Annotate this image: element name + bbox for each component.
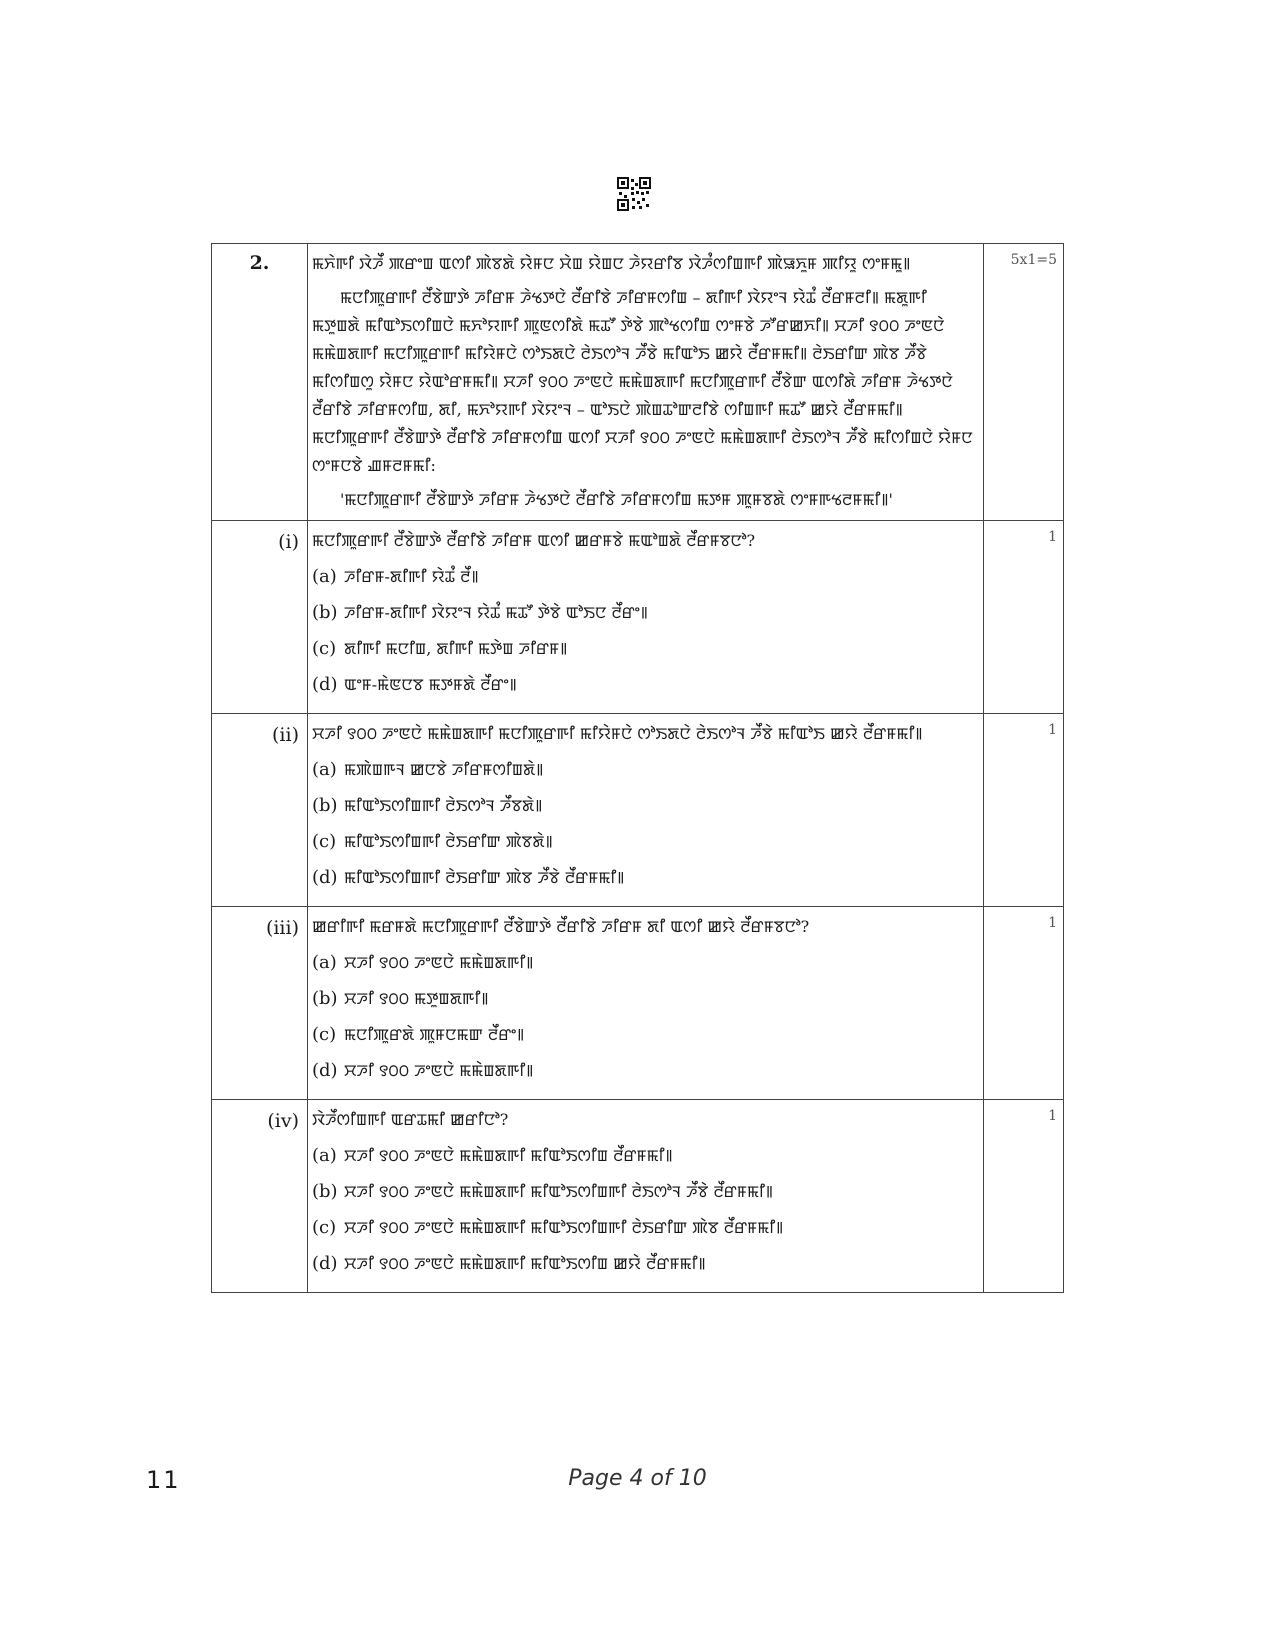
- passage-quote: 'ꯃꯅꯤꯄꯨꯔꯒꯤ ꯂꯩꯕꯥꯛꯇꯥ ꯍꯤꯔꯝ ꯍꯥꯠꯇꯅꯥ ꯂꯩꯔꯤꯕꯥ ꯍꯤꯔꯝꯁꯤꯡ ꯃꯇꯝ ꯄꯨꯝꯕꯗꯥ ꯁꯦꯝꯒꯠꯂꯝꯃꯤ꯫': [340, 490, 893, 509]
- subquestion-stem: ꯃꯅꯤꯄꯨꯔꯒꯤ ꯂꯩꯕꯥꯛꯇꯥ ꯂꯩꯔꯤꯕꯥ ꯍꯤꯔꯝ ꯑꯁꯤ ꯀꯔꯝꯕꯥ ꯃꯑꯣꯡꯗꯥ ꯂꯩꯔꯝꯕꯅꯣ?: [312, 531, 756, 550]
- option-text: ꯃꯤꯑꯣꯏꯁꯤꯡꯒꯤ ꯂꯥꯏꯁꯣꯜ ꯍꯩꯕꯗꯥ꯫: [344, 796, 543, 815]
- passage-text: ꯃꯅꯤꯄꯨꯔꯒꯤ ꯂꯩꯕꯥꯛꯇꯥ ꯍꯤꯔꯝ ꯍꯥꯠꯇꯅꯥ ꯂꯩꯔꯤꯕꯥ ꯍꯤꯔꯝꯁꯤꯡ – ꯗꯤꯒꯤ ꯋꯥꯌꯦꯜ ꯌꯥꯊꯪ ꯂꯩꯔꯝꯂꯤ꯫ ꯃꯗꯨꯒꯤ ꯃꯇꯨꯡꯗꯥ ꯃꯤꯑꯣꯏꯁꯤꯡꯅꯥ ꯃꯈꯣꯌꯒꯤ ꯄꯨꯟꯁꯤꯗꯥ ꯃꯊꯧ ꯇꯥꯕꯥ ꯄꯣꯠꯁꯤꯡ ꯁꯦꯝꯕꯥ ꯍꯧꯔꯀꯈꯤ꯫ ꯆꯍꯤ ꯱꯰꯰ ꯍꯦꯟꯅꯥ ꯃꯃꯥꯡꯗꯒꯤ ꯃꯅꯤꯄꯨꯔꯒꯤ ꯃꯤꯌꯥꯝꯅꯥ ꯁꯣꯏꯗꯅꯥ ꯂꯥꯏꯁꯣꯜ ꯍꯩꯕꯥ ꯃꯤꯑꯣꯏ ꯀꯌꯥ ꯂꯩꯔꯝꯃꯤ꯫ ꯂꯥꯏꯔꯤꯛ ꯄꯥꯕ ꯍꯩꯕꯥ ꯃꯤꯁꯤꯡꯁꯨ ꯌꯥꯝꯅ ꯌꯥꯑꯣꯔꯝꯃꯤ꯫ ꯆꯍꯤ ꯱꯰꯰ ꯍꯦꯟꯅꯥ ꯃꯃꯥꯡꯗꯒꯤ ꯃꯅꯤꯄꯨꯔꯒꯤ ꯂꯩꯕꯥꯛ ꯑꯁꯤꯗꯥ ꯍꯤꯔꯝ ꯍꯥꯠꯇꯅꯥ ꯂꯩꯔꯤꯕꯥ ꯍꯤꯔꯝꯁꯤꯡ, ꯗꯤ, ꯃꯈꯣꯌꯒꯤ ꯋꯥꯌꯦꯜ – ꯑꯣꯏꯅꯥ ꯄꯥꯡꯊꯣꯛꯂꯤꯕꯥ ꯁꯤꯡꯒꯤ ꯃꯊꯧ ꯀꯌꯥ ꯂꯩꯔꯝꯃꯤ꯫ ꯃꯅꯤꯄꯨꯔꯒꯤ ꯂꯩꯕꯥꯛꯇꯥ ꯂꯩꯔꯤꯕꯥ ꯍꯤꯔꯝꯁꯤꯡ ꯑꯁꯤ ꯆꯍꯤ ꯱꯰꯰ ꯍꯦꯟꯅꯥ ꯃꯃꯥꯡꯗꯒꯤ ꯂꯥꯏꯁꯣꯜ ꯍꯩꯕꯥ ꯃꯤꯁꯤꯡꯅꯥ ꯌꯥꯝꯅ ꯁꯦꯝꯅꯕꯥ ꯉꯝꯂꯝꯃꯤ:: [312, 288, 973, 475]
- option-item[interactable]: [312, 949, 977, 977]
- subquestion-marks: 1: [984, 521, 1064, 714]
- option-text: ꯆꯍꯤ ꯱꯰꯰ ꯍꯦꯟꯅꯥ ꯃꯃꯥꯡꯗꯒꯤ ꯃꯤꯑꯣꯏꯁꯤꯡ ꯂꯩꯔꯝꯃꯤ꯫: [344, 1146, 673, 1165]
- option-item[interactable]: [312, 864, 977, 892]
- option-item[interactable]: [312, 1178, 977, 1206]
- question-stem: ꯃꯈꯥꯒꯤ ꯋꯥꯍꯩ ꯄꯔꯦꯡ ꯑꯁꯤ ꯄꯥꯕꯗꯥ ꯌꯥꯝꯅ ꯆꯥꯡ ꯌꯥꯡꯅ ꯍꯥꯌꯔꯤꯕ ꯋꯥꯍꯪꯁꯤꯡꯒꯤ ꯄꯥꯎꯈꯨꯝ ꯄꯤꯌꯨ ꯁꯦꯝꯃꯨ꯫: [312, 254, 911, 273]
- question-number: 2.: [212, 244, 308, 521]
- option-text: ꯆꯍꯤ ꯱꯰꯰ ꯍꯦꯟꯅꯥ ꯃꯃꯥꯡꯗꯒꯤ꯫: [344, 953, 534, 972]
- option-text: ꯆꯍꯤ ꯱꯰꯰ ꯍꯦꯟꯅꯥ ꯃꯃꯥꯡꯗꯒꯤ ꯃꯤꯑꯣꯏꯁꯤꯡꯒꯤ ꯂꯥꯏꯁꯣꯜ ꯍꯩꯕꯥ ꯂꯩꯔꯝꯃꯤ꯫: [344, 1182, 773, 1201]
- option-label: (d): [312, 1253, 338, 1274]
- option-text: ꯃꯅꯤꯄꯨꯔꯗꯥ ꯄꯨꯝꯅꯃꯛ ꯂꯩꯔꯦ꯫: [344, 1025, 525, 1044]
- option-item[interactable]: [312, 985, 977, 1013]
- subquestion-stem: ꯀꯔꯤꯒꯤ ꯃꯔꯝꯗꯥ ꯃꯅꯤꯄꯨꯔꯒꯤ ꯂꯩꯕꯥꯛꯇꯥ ꯂꯩꯔꯤꯕꯥ ꯍꯤꯔꯝ ꯗꯤ ꯑꯁꯤ ꯀꯌꯥ ꯂꯩꯔꯝꯕꯅꯣ?: [312, 917, 810, 936]
- option-item[interactable]: [312, 1142, 977, 1170]
- option-label: (c): [312, 1217, 337, 1238]
- subquestion-label: (iv): [212, 1100, 308, 1293]
- option-item[interactable]: [312, 828, 977, 856]
- option-text: ꯃꯤꯑꯣꯏꯁꯤꯡꯒꯤ ꯂꯥꯏꯔꯤꯛ ꯄꯥꯕ ꯍꯩꯕꯥ ꯂꯩꯔꯝꯃꯤ꯫: [344, 868, 625, 887]
- option-label: (a): [312, 759, 337, 780]
- subquestion-row: [212, 521, 1064, 714]
- option-item[interactable]: [312, 1021, 977, 1049]
- option-label: (a): [312, 566, 337, 587]
- option-item[interactable]: [312, 671, 977, 699]
- subquestion-marks: 1: [984, 1100, 1064, 1293]
- option-item[interactable]: [312, 599, 977, 627]
- option-text: ꯗꯤꯒꯤ ꯃꯅꯤꯡ, ꯗꯤꯒꯤ ꯃꯇꯥꯡ ꯍꯤꯔꯝ꯫: [344, 639, 568, 658]
- subquestion-content: [308, 714, 984, 907]
- option-text: ꯆꯍꯤ ꯱꯰꯰ ꯍꯦꯟꯅꯥ ꯃꯃꯥꯡꯗꯒꯤ꯫: [344, 1061, 534, 1080]
- option-label: (c): [312, 831, 337, 852]
- question-table: [211, 243, 1064, 1293]
- option-text: ꯍꯤꯔꯝ-ꯗꯤꯒꯤ ꯋꯥꯌꯦꯜ ꯌꯥꯊꯪ ꯃꯊꯧ ꯇꯥꯕꯥ ꯑꯣꯏꯅ ꯂꯩꯔꯦ꯫: [344, 603, 648, 622]
- option-text: ꯃꯤꯑꯣꯏꯁꯤꯡꯒꯤ ꯂꯥꯏꯔꯤꯛ ꯄꯥꯕꯗꯥ꯫: [344, 832, 553, 851]
- option-text: ꯆꯍꯤ ꯱꯰꯰ ꯃꯇꯨꯡꯗꯒꯤ꯫: [344, 989, 489, 1008]
- option-label: (d): [312, 867, 338, 888]
- option-label: (b): [312, 1181, 338, 1202]
- option-item[interactable]: [312, 563, 977, 591]
- option-item[interactable]: [312, 1214, 977, 1242]
- option-label: (c): [312, 1024, 337, 1045]
- option-item[interactable]: [312, 635, 977, 663]
- paper-code: 11: [146, 1466, 181, 1494]
- option-text: ꯑꯦꯝ-ꯃꯥꯟꯅꯕ ꯃꯇꯝꯗꯥ ꯂꯩꯔꯦ꯫: [344, 675, 517, 694]
- question-marks: 5x1=5: [984, 244, 1064, 521]
- option-text: ꯆꯍꯤ ꯱꯰꯰ ꯍꯦꯟꯅꯥ ꯃꯃꯥꯡꯗꯒꯤ ꯃꯤꯑꯣꯏꯁꯤꯡꯒꯤ ꯂꯥꯏꯔꯤꯛ ꯄꯥꯕ ꯂꯩꯔꯝꯃꯤ꯫: [344, 1218, 784, 1237]
- subquestion-label: (ii): [212, 714, 308, 907]
- option-item[interactable]: [312, 792, 977, 820]
- option-item[interactable]: [312, 756, 977, 784]
- option-label: (c): [312, 638, 337, 659]
- subquestion-row: [212, 907, 1064, 1100]
- subquestion-content: [308, 907, 984, 1100]
- option-label: (b): [312, 988, 338, 1009]
- qr-code-icon: [617, 177, 651, 211]
- question-header-row: [212, 244, 1064, 521]
- question-content: [308, 244, 984, 521]
- subquestion-row: [212, 1100, 1064, 1293]
- page-number: Page 4 of 10: [568, 1466, 707, 1491]
- subquestion-content: [308, 521, 984, 714]
- option-text: ꯃꯄꯥꯡꯒꯜ ꯀꯅꯕꯥ ꯍꯤꯔꯝꯁꯤꯡꯗꯥ꯫: [344, 760, 544, 779]
- option-label: (d): [312, 1060, 338, 1081]
- option-label: (a): [312, 1145, 337, 1166]
- option-text: ꯍꯤꯔꯝ-ꯗꯤꯒꯤ ꯌꯥꯊꯪ ꯂꯩ꯫: [344, 567, 479, 586]
- subquestion-marks: 1: [984, 907, 1064, 1100]
- option-item[interactable]: [312, 1250, 977, 1278]
- subquestion-marks: 1: [984, 714, 1064, 907]
- subquestion-content: [308, 1100, 984, 1293]
- subquestion-stem: ꯋꯥꯍꯩꯁꯤꯡꯒꯤ ꯑꯔꯊꯃꯤ ꯀꯔꯤꯅꯣ?: [312, 1110, 509, 1129]
- option-label: (b): [312, 795, 338, 816]
- subquestion-label: (i): [212, 521, 308, 714]
- option-item[interactable]: [312, 1057, 977, 1085]
- option-label: (b): [312, 602, 338, 623]
- option-label: (a): [312, 952, 337, 973]
- subquestion-label: (iii): [212, 907, 308, 1100]
- subquestion-stem: ꯆꯍꯤ ꯱꯰꯰ ꯍꯦꯟꯅꯥ ꯃꯃꯥꯡꯗꯒꯤ ꯃꯅꯤꯄꯨꯔꯒꯤ ꯃꯤꯌꯥꯝꯅꯥ ꯁꯣꯏꯗꯅꯥ ꯂꯥꯏꯁꯣꯜ ꯍꯩꯕꯥ ꯃꯤꯑꯣꯏ ꯀꯌꯥ ꯂꯩꯔꯝꯃꯤ꯫: [312, 724, 923, 743]
- option-text: ꯆꯍꯤ ꯱꯰꯰ ꯍꯦꯟꯅꯥ ꯃꯃꯥꯡꯗꯒꯤ ꯃꯤꯑꯣꯏꯁꯤꯡ ꯀꯌꯥ ꯂꯩꯔꯝꯃꯤ꯫: [344, 1254, 706, 1273]
- subquestion-row: [212, 714, 1064, 907]
- option-label: (d): [312, 674, 338, 695]
